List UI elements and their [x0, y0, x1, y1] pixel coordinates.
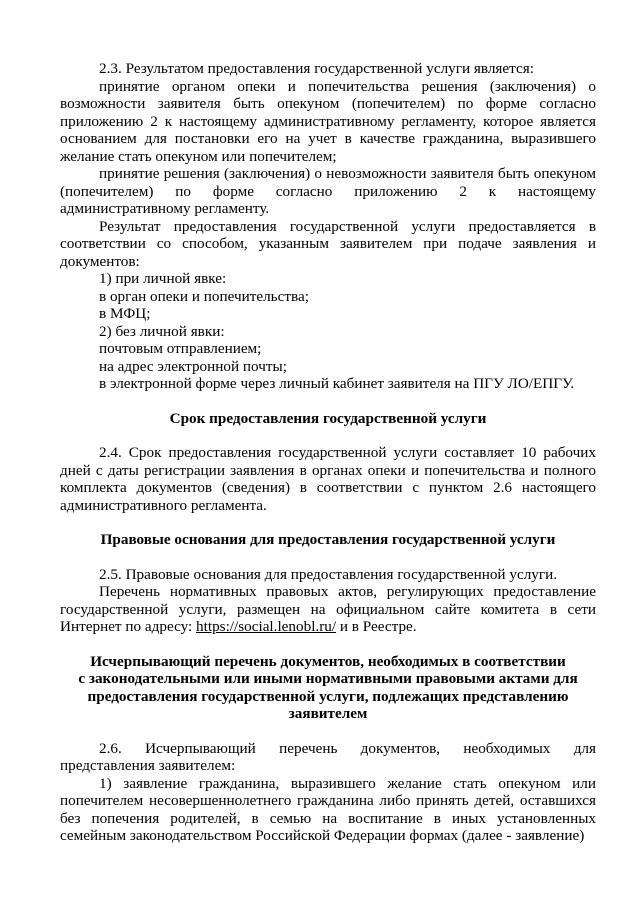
heading-documents-line: заявителем: [288, 705, 368, 722]
paragraph-result-method: Результат предоставления государственной услуги предоставляется в соответствии со способом, указанным заявителем при подаче заявления и документов:: [60, 217, 596, 270]
list-item-electronic: в электронной форме через личный кабинет заявителя на ПГУ ЛО/ЕПГУ.: [99, 375, 575, 392]
paragraph-2-6: 2.6. Исчерпывающий перечень документов, необходимых для представления заявителем:: [60, 739, 596, 774]
list-item-mail: почтовым отправлением;: [99, 340, 262, 357]
heading-legal-basis: Правовые основания для предоставления государственной услуги: [100, 531, 556, 548]
list-item-guardianship-body: в орган опеки и попечительства;: [99, 287, 309, 305]
paragraph-legal-acts: [60, 583, 596, 636]
paragraph-2-3: 2.3. Результатом предоставления государственной услуги является:: [99, 60, 534, 77]
paragraph-decision-possible: принятие органом опеки и попечительства решения (заключения) о возможности заявителя быть опекуном (попечителем) по форме согласно приложению 2 к настоящему административному регламенту, которое является основанием для постановки его на учет в качестве гражданина, выразившего желание стать опекуном или попечителем;: [60, 77, 596, 165]
heading-documents-line: Исчерпывающий перечень документов, необходимых в соответствии: [90, 652, 566, 670]
list-item-personal: 1) при личной явке:: [99, 270, 227, 287]
heading-term: Срок предоставления государственной услуги: [169, 409, 487, 427]
heading-documents-line: с законодательными или иными нормативными правовыми актами для: [78, 670, 578, 687]
paragraph-application: 1) заявление гражданина, выразившего желание стать опекуном или попечителем несовершеннолетнего гражданина либо принять детей, оставшихся без попечения родителей, в семью на воспитание в иных установленных семейным законодательством Российской Федерации формах (далее - заявление): [60, 774, 596, 844]
paragraph-2-5: 2.5. Правовые основания для предоставления государственной услуги.: [99, 565, 558, 583]
committee-website-link[interactable]: https://social.lenobl.ru/: [196, 618, 337, 635]
paragraph-2-4: 2.4. Срок предоставления государственной услуги составляет 10 рабочих дней с даты регистрации заявления в органах опеки и попечительства и полного комплекта документов (сведения) в соответствии с пунктом 2.6 настоящего административного регламента.: [60, 444, 596, 514]
heading-documents-line: предоставления государственной услуги, подлежащих представлению: [87, 687, 569, 705]
paragraph-decision-impossible: принятие решения (заключения) о невозможности заявителя быть опекуном (попечителем) по форме согласно приложению 2 к настоящему административному регламенту.: [60, 165, 596, 217]
legal-acts-text: Перечень нормативных правовых актов, регулирующих предоставление государственной услуги, размещен на официальном сайте комитета в сети Интернет по адресу:: [60, 583, 596, 635]
list-item-mfc: в МФЦ;: [99, 305, 151, 322]
legal-acts-tail: и в Реестре.: [336, 618, 417, 635]
heading-documents: [60, 653, 596, 723]
list-item-remote: 2) без личной явки:: [99, 322, 225, 340]
list-item-email: на адрес электронной почты;: [99, 357, 287, 375]
document-page: [60, 60, 596, 845]
